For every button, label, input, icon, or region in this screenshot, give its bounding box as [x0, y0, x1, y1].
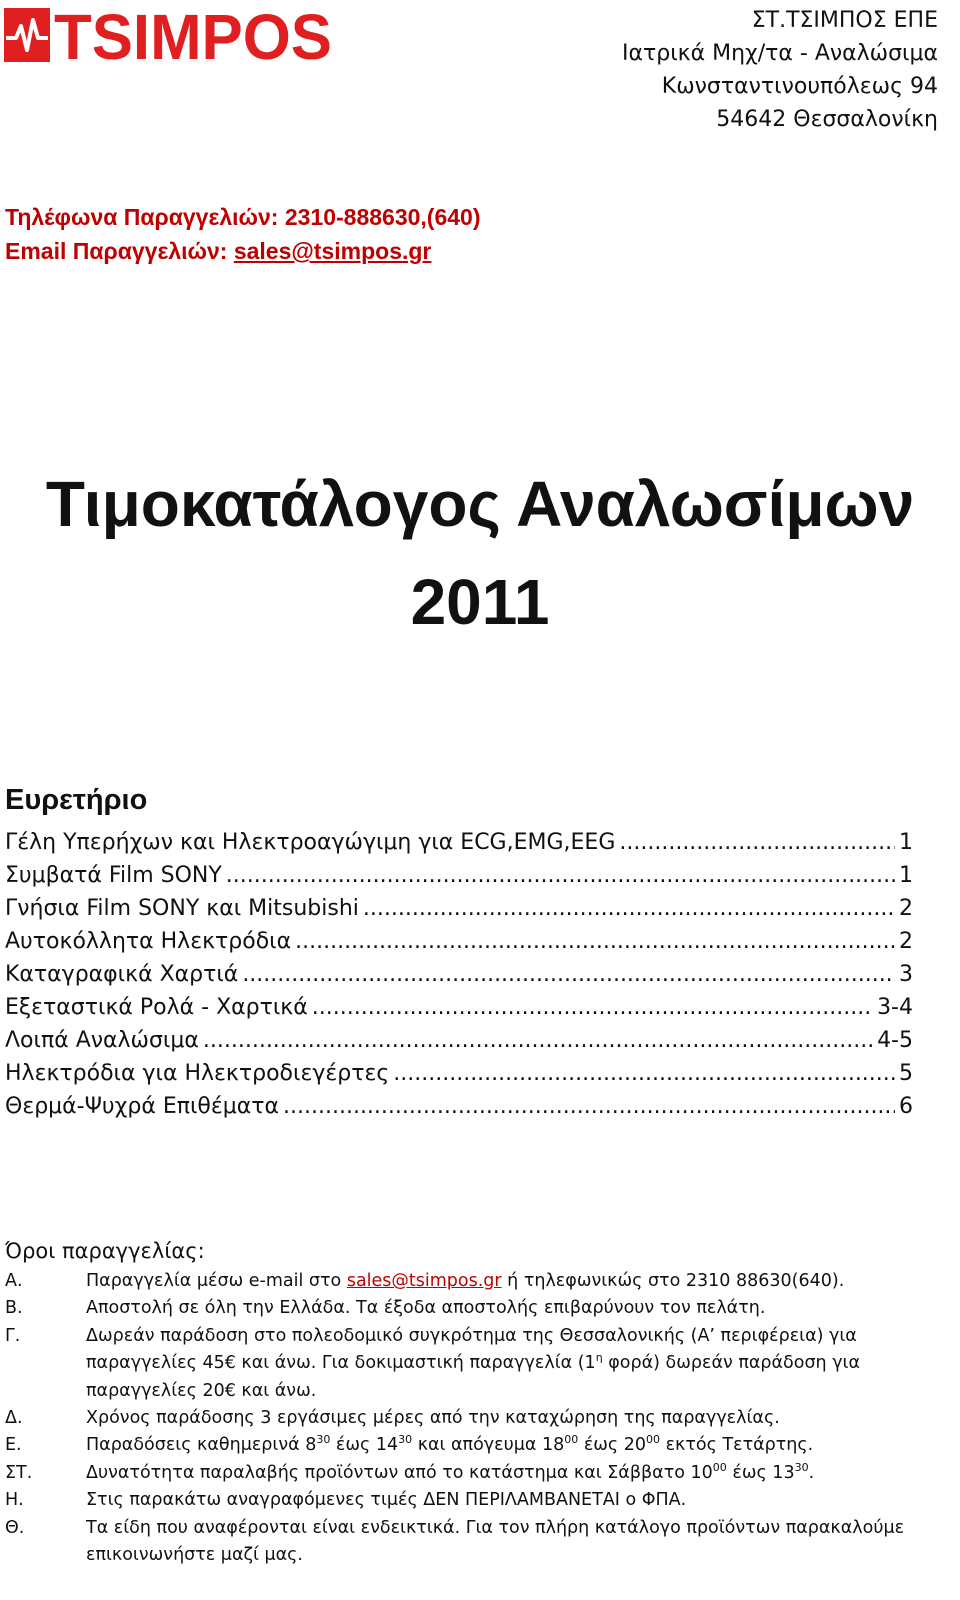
- term-text: [86, 1432, 905, 1459]
- toc-entry-page: 5: [899, 1061, 913, 1086]
- term-marker: Β.: [5, 1298, 23, 1319]
- logo-wordmark: TSIMPOS: [54, 2, 332, 68]
- term-text-part: Δυνατότητα παραλαβής προϊόντων από το κατάστημα και Σάββατο 10: [86, 1462, 713, 1483]
- term-text-part: ή τηλεφωνικώς στο 2310 88630(640).: [501, 1271, 845, 1291]
- toc-entry[interactable]: [5, 991, 913, 1024]
- toc-leader-dots: [312, 991, 873, 1024]
- order-contact-block: [5, 200, 481, 268]
- term-item: [5, 1515, 905, 1570]
- tsimpos-logo: [4, 2, 334, 68]
- toc-leader-dots: [283, 1090, 895, 1123]
- toc-leader-dots: [226, 859, 895, 892]
- toc-entry-page: 1: [899, 863, 913, 888]
- order-email-label: Email Παραγγελιών:: [5, 238, 234, 264]
- toc-entry-label: Εξεταστικά Ρολά - Χαρτικά: [5, 995, 308, 1020]
- toc-entry-label: Γέλη Υπερήχων και Ηλεκτροαγώγιμη για ECG,EMG,EEG: [5, 830, 616, 855]
- toc-leader-dots: [242, 958, 895, 991]
- term-text-part: Παραδόσεις καθημερινά 8: [86, 1435, 317, 1456]
- term-marker: Θ.: [5, 1517, 25, 1538]
- term-text-part: έως 14: [330, 1435, 399, 1456]
- toc-entry[interactable]: [5, 958, 913, 991]
- order-terms-heading: Όροι παραγγελίας:: [5, 1239, 205, 1263]
- term-text: Αποστολή σε όλη την Ελλάδα. Τα έξοδα αποστολής επιβαρύνουν τον πελάτη.: [86, 1298, 766, 1319]
- term-text-part: έως 13: [726, 1462, 795, 1483]
- term-text: [86, 1323, 905, 1405]
- toc-leader-dots: [295, 925, 895, 958]
- toc-heading: Ευρετήριο: [5, 784, 148, 816]
- term-marker: ΣΤ.: [5, 1462, 33, 1483]
- company-city: 54642 Θεσσαλονίκη: [716, 107, 938, 132]
- toc-entry[interactable]: [5, 892, 913, 925]
- toc-entry[interactable]: [5, 1024, 913, 1057]
- term-text: [86, 1460, 905, 1487]
- term-superscript: 30: [794, 1460, 809, 1474]
- toc-entry[interactable]: [5, 859, 913, 892]
- logo-graphic: [4, 2, 334, 68]
- term-item: [5, 1268, 905, 1295]
- company-name: ΣΤ.ΤΣΙΜΠΟΣ ΕΠΕ: [751, 8, 938, 33]
- term-text-part: φορά) δωρεάν παράδοση για παραγγελίες 20€ και άνω.: [86, 1353, 861, 1401]
- toc-entry[interactable]: [5, 1057, 913, 1090]
- term-item: [5, 1295, 905, 1322]
- table-of-contents: [5, 826, 913, 1123]
- term-item: [5, 1432, 905, 1459]
- toc-entry-label: Συμβατά Film SONY: [5, 863, 222, 888]
- term-text-part: έως 20: [578, 1435, 647, 1456]
- toc-entry[interactable]: [5, 826, 913, 859]
- toc-entry-page: 2: [899, 929, 913, 954]
- company-street: Κωνσταντινουπόλεως 94: [661, 74, 938, 99]
- term-text: [86, 1268, 905, 1295]
- term-marker: Α.: [5, 1271, 23, 1291]
- term-superscript: 00: [712, 1460, 727, 1474]
- toc-entry-label: Αυτοκόλλητα Ηλεκτρόδια: [5, 929, 292, 954]
- toc-leader-dots: [203, 1024, 873, 1057]
- term-email-link[interactable]: sales@tsimpos.gr: [346, 1271, 502, 1291]
- toc-leader-dots: [363, 892, 895, 925]
- toc-entry-label: Λοιπά Αναλώσιμα: [5, 1028, 199, 1053]
- order-email-link[interactable]: sales@tsimpos.gr: [233, 238, 432, 264]
- term-marker: Γ.: [5, 1325, 21, 1346]
- toc-entry-label: Ηλεκτρόδια για Ηλεκτροδιεγέρτες: [5, 1061, 390, 1086]
- toc-entry-label: Καταγραφικά Χαρτιά: [5, 962, 239, 987]
- order-terms-list: [5, 1268, 905, 1569]
- toc-leader-dots: [393, 1057, 895, 1090]
- term-superscript: 00: [564, 1433, 579, 1447]
- toc-entry-page: 2: [899, 896, 913, 921]
- term-item: [5, 1460, 905, 1487]
- term-text-part: Παραγγελία μέσω e-mail στο: [86, 1271, 347, 1291]
- term-superscript: 00: [646, 1433, 661, 1447]
- term-superscript: η: [595, 1351, 603, 1365]
- term-item: [5, 1487, 905, 1514]
- term-superscript: 30: [316, 1433, 331, 1447]
- toc-entry-page: 4-5: [877, 1028, 913, 1053]
- term-text-part: .: [808, 1462, 815, 1483]
- term-text: Χρόνος παράδοσης 3 εργάσιμες μέρες από την καταχώρηση της παραγγελίας.: [86, 1408, 780, 1429]
- toc-entry-label: Γνήσια Film SONY και Mitsubishi: [5, 896, 359, 921]
- term-marker: Ε.: [5, 1435, 22, 1456]
- order-email-line: [5, 234, 481, 268]
- company-activity: Ιατρικά Μηχ/τα - Αναλώσιμα: [622, 41, 938, 66]
- company-address-block: [622, 4, 938, 136]
- logo-emblem: [4, 8, 50, 62]
- order-phones: Τηλέφωνα Παραγγελιών: 2310-888630,(640): [5, 204, 481, 230]
- term-text: Τα είδη που αναφέρονται είναι ενδεικτικά. Για τον πλήρη κατάλογο προϊόντων παρακαλούμε επικοινωνήστε μαζί μας.: [86, 1517, 905, 1566]
- term-item: [5, 1323, 905, 1405]
- toc-entry-page: 3-4: [877, 995, 913, 1020]
- toc-leader-dots: [619, 826, 895, 859]
- toc-entry-page: 6: [899, 1094, 913, 1119]
- term-marker: Δ.: [5, 1408, 23, 1429]
- catalog-year: 2011: [410, 566, 550, 638]
- term-superscript: 30: [398, 1433, 413, 1447]
- term-text-part: και απόγευμα 18: [412, 1435, 565, 1456]
- term-text-part: Δωρεάν παράδοση στο πολεοδομικό συγκρότημα της Θεσσαλονικής (Α’ περιφέρεια) για παραγγελίες 45€ και άνω. Για δοκιμαστική παραγγελία (1: [86, 1325, 857, 1374]
- toc-entry-page: 3: [899, 962, 913, 987]
- term-text-part: εκτός Τετάρτης.: [660, 1435, 814, 1456]
- toc-entry[interactable]: [5, 1090, 913, 1123]
- term-text: Στις παρακάτω αναγραφόμενες τιμές ΔΕΝ ΠΕΡΙΛΑΜΒΑΝΕΤΑΙ ο ΦΠΑ.: [86, 1490, 687, 1511]
- toc-entry[interactable]: [5, 925, 913, 958]
- term-item: [5, 1405, 905, 1432]
- toc-entry-label: Θερμά-Ψυχρά Επιθέματα: [5, 1094, 280, 1119]
- toc-entry-page: 1: [899, 830, 913, 855]
- catalog-title: Τιμοκατάλογος Αναλωσίμων: [45, 468, 915, 540]
- term-marker: Η.: [5, 1490, 24, 1511]
